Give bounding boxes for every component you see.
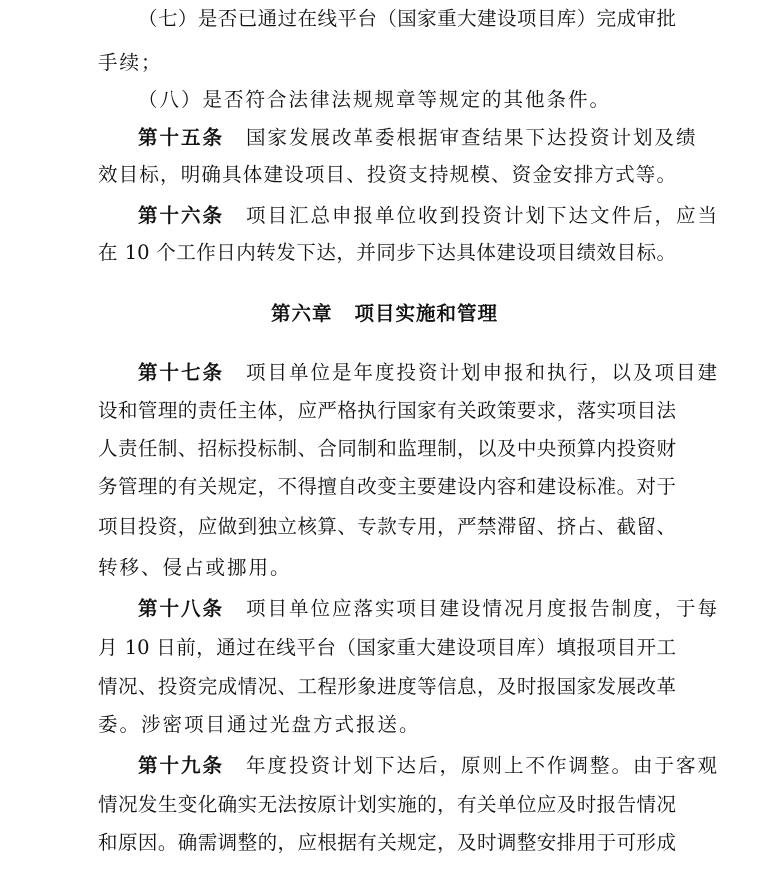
article-18-line-3: 情况、投资完成情况、工程形象进度等信息，及时报国家发展改革 (98, 675, 676, 698)
article-17-line-5: 项目投资，应做到独立核算、专款专用，严禁滞留、挤占、截留、 (98, 515, 676, 538)
article-16-line-1 (138, 204, 720, 228)
item-7-line-1: （七）是否已通过在线平台（国家重大建设项目库）完成审批 (138, 7, 676, 30)
article-18-line-4: 委。涉密项目通过光盘方式报送。 (98, 713, 421, 736)
article-17-line-3: 人责任制、招标投标制、合同制和监理制，以及中央预算内投资财 (98, 437, 676, 460)
chapter-title: 项目实施和管理 (354, 302, 499, 325)
article-19-label: 第十九条 (138, 754, 225, 777)
article-17-line-4: 务管理的有关规定，不得擅自改变主要建设内容和建设标准。对于 (98, 475, 676, 498)
article-17-line-2: 设和管理的责任主体，应严格执行国家有关政策要求，落实项目法 (98, 399, 676, 422)
article-18-line-2: 月 10 日前，通过在线平台（国家重大建设项目库）填报项目开工 (98, 636, 676, 659)
article-19-text: 年度投资计划下达后，原则上不作调整。由于客观 (246, 754, 720, 777)
article-16-text: 项目汇总申报单位收到投资计划下达文件后，应当 (246, 204, 720, 227)
chapter-heading (0, 302, 769, 326)
article-17-line-1 (138, 361, 720, 385)
article-16-line-2: 在 10 个工作日内转发下达，并同步下达具体建设项目绩效目标。 (98, 241, 676, 264)
chapter-number: 第六章 (270, 302, 333, 325)
article-15-line-1 (138, 126, 698, 150)
article-18-line-1 (138, 597, 720, 621)
article-17-text: 项目单位是年度投资计划申报和执行，以及项目建 (246, 361, 720, 384)
article-18-label: 第十八条 (138, 597, 225, 620)
article-16-label: 第十六条 (138, 204, 225, 227)
article-15-line-2: 效目标，明确具体建设项目、投资支持规模、资金安排方式等。 (98, 163, 676, 186)
article-17-label: 第十七条 (138, 361, 225, 384)
article-19-line-3: 和原因。确需调整的，应根据有关规定，及时调整安排用于可形成 (98, 831, 676, 854)
article-19-line-2: 情况发生变化确实无法按原计划实施的，有关单位应及时报告情况 (98, 793, 676, 816)
article-15-text: 国家发展改革委根据审查结果下达投资计划及绩 (246, 126, 698, 149)
item-8-line-1: （八）是否符合法律法规规章等规定的其他条件。 (138, 88, 612, 111)
article-18-text: 项目单位应落实项目建设情况月度报告制度，于每 (246, 597, 720, 620)
article-17-line-6: 转移、侵占或挪用。 (98, 556, 292, 579)
article-15-label: 第十五条 (138, 126, 225, 149)
article-19-line-1 (138, 754, 720, 778)
item-7-line-2: 手续； (98, 51, 163, 74)
